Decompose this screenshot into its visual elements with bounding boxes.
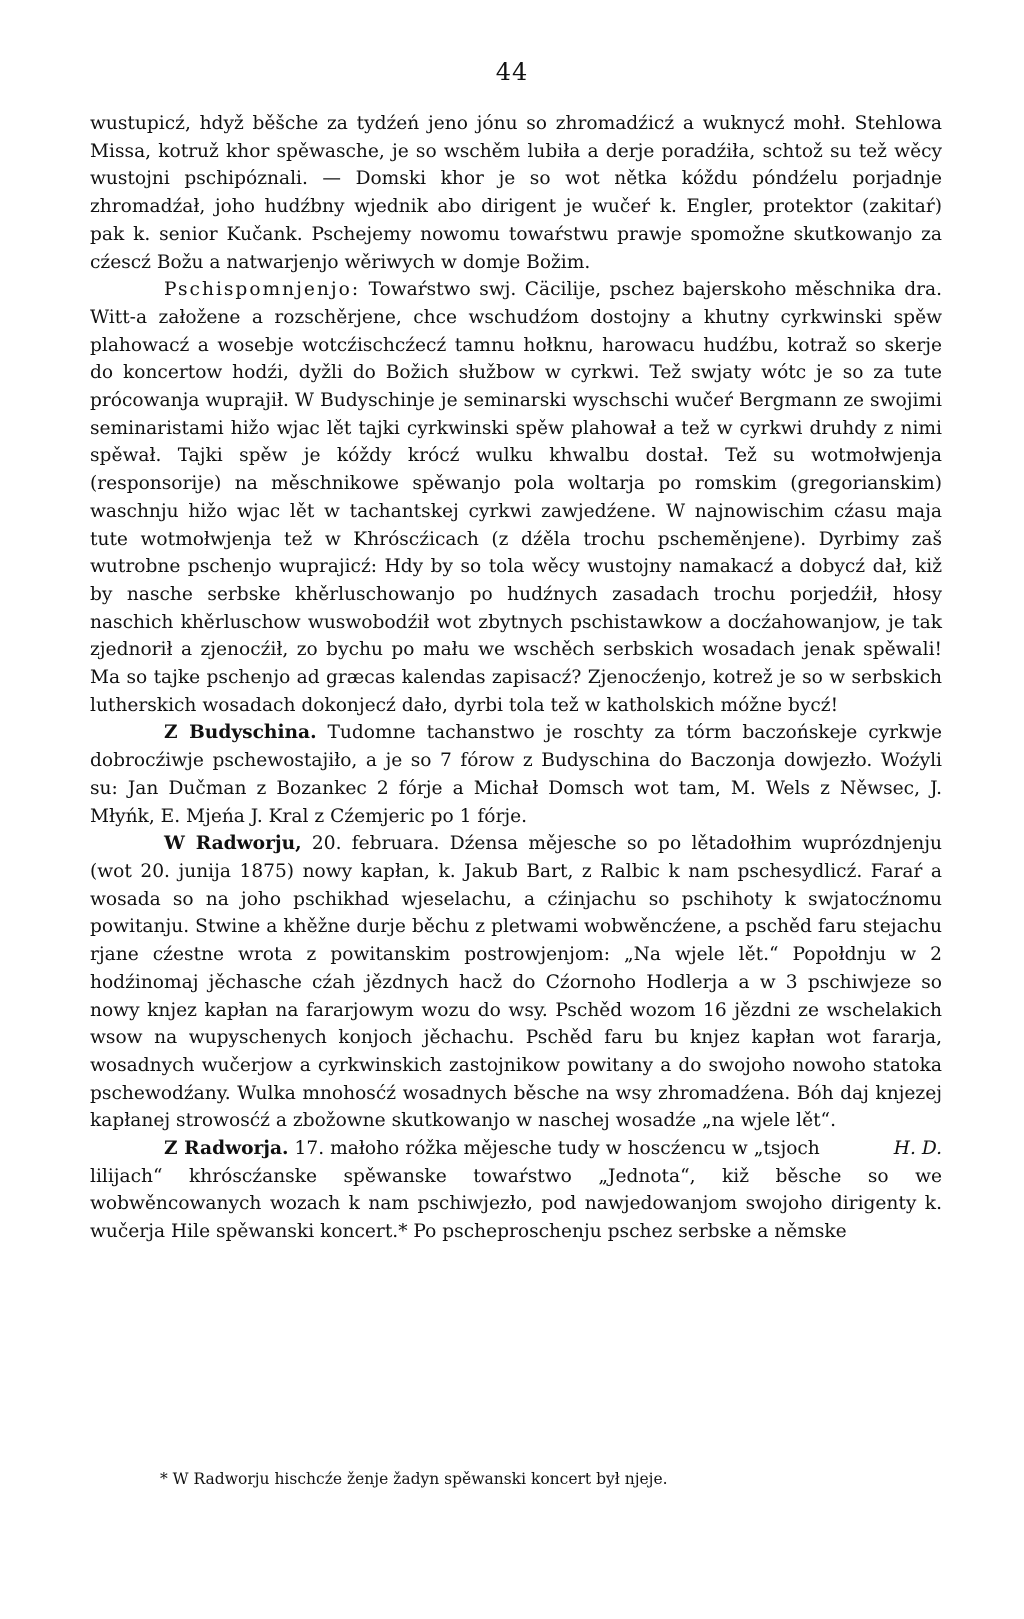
author-signature: H. D. (893, 1138, 942, 1160)
footnote: * W Radworju hischcźe ženje žadyn spěwanski koncert był njeje. (160, 1470, 668, 1488)
paragraph-5 (90, 1135, 942, 1246)
paragraph-3 (90, 719, 942, 830)
page-number: 44 (495, 58, 529, 86)
paragraph-3-text: Tudomne tachanstwo je roschty za tórm baczońskeje cyrkwje dobrocźiwje pschewostajiło, a je so 7 fórow z Budyschina do Baczonja dowjezło. Woźyli su: Jan Dučman z Bozankec 2 fórje a Michał Domsch wot tam, M. Wels z Něwsec, J. Młyńk, E. Mjeńa J. Kral z Cźemjeric po 1 fórje. (90, 722, 943, 827)
paragraph-2 (90, 276, 942, 719)
dateline-radworju: W Radworju, (164, 833, 302, 855)
note-label: Pschispomnjenjo: (164, 279, 361, 301)
paragraph-1: wustupicź, hdyž běšche za tydźeń jeno jónu so zhromadźicź a wuknycź mohł. Stehlowa Missa, kotruž khor spěwasche, je so wschěm lubiła a derje poradźiła, schtož su tež wěcy wustojni pschipóznali. — Domski khor je so wot nětka kóždu póndźelu porjadnje zhromadźał, joho hudźbny wjednik abo dirigent je wučeŕ k. Engler, protektor (zakitaŕ) pak k. senior Kučank. Pschejemy nowomu towaŕstwu prawje spomožne skutkowanjo za cźescź Božu a natwarjenjo wěriwych w domje Božim. (90, 113, 942, 273)
dateline-budyschin: Z Budyschina. (164, 722, 317, 744)
dateline-radworja: Z Radworja. (164, 1138, 289, 1160)
paragraph-5-text: 17. małoho róžka mějesche tudy w hoscźencu w „tsjoch lilijach“ khróscźanske spěwanske towaŕstwo „Jednota“, kiž běsche so we wobwěncowanych wozach k nam pschiwjezło, pod nawjedowanjom swojoho dirigenty k. wučerja Hile spěwanski koncert.* Po pscheproschenju pschez serbske a němske (90, 1138, 942, 1243)
paragraph-4-text: 20. februara. Dźensa mějesche so po lětadołhim wuprózdnjenju (wot 20. junija 1875) nowy kapłan, k. Jakub Bart, z Ralbic k nam pschesydlicź. Faraŕ a wosada so na joho pschikhad wjeselachu, a cźinjachu so pschihoty k swjatocźnomu powitanju. Stwine a khěžne durje běchu z pletwami wobwěncźene, a pschěd faru stejachu rjane cźestne wrota z powitanskim postrowjenjom: „Na wjele lět.“ Popołdnju w 2 hodźinomaj jěchasche cźah jězdnych hacž do Cźornoho Hodlerja a w 3 pschiwjeze so nowy knjez kapłan na fararjowym wozu do wsy. Pschěd wozom 16 jězdni ze wschelakich wsow na wupyschenych konjoch jěchachu. Pschěd faru bu knjez kapłan wot fararja, wosadnych wučerjow a cyrkwinskich zastojnikow powitany a do swojoho nowoho statoka pschewodźany. Wulka mnohosćź wosadnych běsche na wsy zhromadźena. Bóh daj knjezej kapłanej strowosćź a zbožowne skutkowanjo w naschej wosadźe „na wjele lět“. (90, 833, 942, 1132)
article-body (90, 110, 942, 1246)
paragraph-2-text: Towaŕstwo swj. Cäcilije, pschez bajerskoho měschnika dra. Witt-a załožene a rozschěrjene, chce wschudźom dostojny a khutny cyrkwinski spěw plahowacź a wosebje wotcźischcźecź tamnu hołknu, harowacu hudźbu, kotraž so skerje do koncertow hodźi, dyžli do Božich słužbow w cyrkwi. Tež swjaty wótc je so za tute prócowanja wuprajił. W Budyschinje je seminarski wyschschi wučeŕ Bergmann ze swojimi seminaristami hižo wjac lět tajki cyrkwinski spěw plahował a tež w cyrkwi druhdy z nimi spěwał. Tajki spěw je kóždy krócź wulku khwalbu dostał. Tež su wotmołwjenja (responsorije) na měschnikowe spěwanjo pola woltarja po romskim (gregorianskim) waschnju hižo wjac lět w tachantskej cyrkwi zawjedźene. W najnowischim cźasu maja tute wotmołwjenja tež w Khróscźicach (z dźěla trochu pscheměnjene). Dyrbimy zaš wutrobne pschenjo wuprajicź: Hdy by so tola wěcy wustojny namakacź a dobycź dał, kiž by nasche serbske khěrluschowanjo po hudźnych zasadach trochu porjedźił, hłosy naschich khěrluschow wuswobodźił wot zbytnych pschistawkow a docźahowanjow, je tak zjednorił a zjenocźił, zo bychu po mału we wschěch serbskich wosadach jenak spěwali! Ma so tajke pschenjo ad græcas kalendas zapisacź? Zjenocźenjo, kotrež je so w serbskich lutherskich wosadach dokonjecź dało, dyrbi tola tež w katholskich móžne bycź! (90, 279, 942, 716)
